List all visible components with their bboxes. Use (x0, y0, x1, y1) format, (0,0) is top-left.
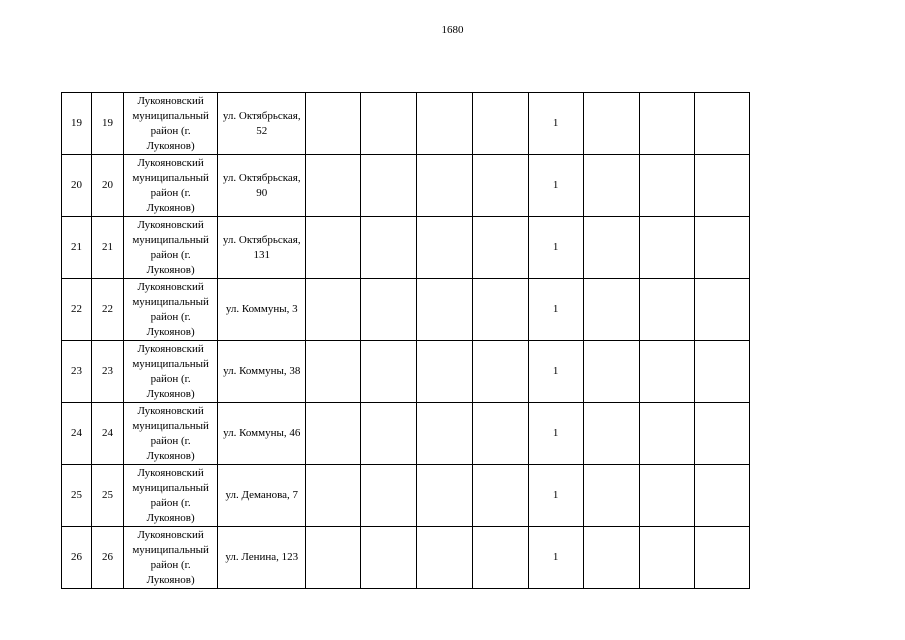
empty-cell (417, 341, 472, 403)
table-row (62, 527, 750, 589)
empty-cell (417, 279, 472, 341)
row-number-cell: 26 (62, 527, 92, 589)
row-number-cell: 24 (62, 403, 92, 465)
empty-cell (583, 155, 639, 217)
district-cell: Лукояновский муниципальный район (г. Лукоянов) (124, 341, 218, 403)
empty-cell (361, 341, 417, 403)
count-cell: 1 (528, 341, 583, 403)
empty-cell (583, 279, 639, 341)
table-row (62, 155, 750, 217)
empty-cell (472, 279, 528, 341)
address-cell: ул. Ленина, 123 (218, 527, 306, 589)
district-cell: Лукояновский муниципальный район (г. Лукоянов) (124, 155, 218, 217)
row-index-cell: 21 (92, 217, 124, 279)
empty-cell (472, 155, 528, 217)
empty-cell (639, 465, 694, 527)
empty-cell (694, 341, 749, 403)
row-index-cell: 24 (92, 403, 124, 465)
table-row (62, 279, 750, 341)
empty-cell (306, 279, 361, 341)
table-row (62, 465, 750, 527)
address-cell: ул. Коммуны, 38 (218, 341, 306, 403)
count-cell: 1 (528, 155, 583, 217)
empty-cell (694, 93, 749, 155)
empty-cell (694, 155, 749, 217)
empty-cell (417, 93, 472, 155)
row-number-cell: 20 (62, 155, 92, 217)
empty-cell (306, 93, 361, 155)
empty-cell (639, 527, 694, 589)
row-number-cell: 21 (62, 217, 92, 279)
address-cell: ул. Деманова, 7 (218, 465, 306, 527)
page-number: 1680 (441, 24, 464, 36)
table-row (62, 403, 750, 465)
row-number-cell: 25 (62, 465, 92, 527)
empty-cell (583, 465, 639, 527)
empty-cell (361, 279, 417, 341)
row-index-cell: 20 (92, 155, 124, 217)
empty-cell (472, 93, 528, 155)
empty-cell (361, 217, 417, 279)
empty-cell (472, 527, 528, 589)
table-row (62, 93, 750, 155)
empty-cell (694, 279, 749, 341)
count-cell: 1 (528, 527, 583, 589)
district-cell: Лукояновский муниципальный район (г. Лукоянов) (124, 403, 218, 465)
row-index-cell: 22 (92, 279, 124, 341)
count-cell: 1 (528, 403, 583, 465)
empty-cell (361, 403, 417, 465)
empty-cell (361, 465, 417, 527)
table-row (62, 217, 750, 279)
count-cell: 1 (528, 279, 583, 341)
empty-cell (694, 465, 749, 527)
empty-cell (361, 155, 417, 217)
empty-cell (694, 403, 749, 465)
row-index-cell: 19 (92, 93, 124, 155)
row-index-cell: 25 (92, 465, 124, 527)
empty-cell (361, 527, 417, 589)
row-index-cell: 26 (92, 527, 124, 589)
row-number-cell: 22 (62, 279, 92, 341)
empty-cell (639, 341, 694, 403)
empty-cell (694, 217, 749, 279)
address-cell: ул. Коммуны, 3 (218, 279, 306, 341)
empty-cell (417, 155, 472, 217)
empty-cell (639, 93, 694, 155)
empty-cell (306, 465, 361, 527)
empty-cell (472, 341, 528, 403)
empty-cell (306, 341, 361, 403)
empty-cell (583, 527, 639, 589)
row-index-cell: 23 (92, 341, 124, 403)
count-cell: 1 (528, 465, 583, 527)
district-cell: Лукояновский муниципальный район (г. Лукоянов) (124, 527, 218, 589)
empty-cell (472, 465, 528, 527)
empty-cell (639, 403, 694, 465)
district-cell: Лукояновский муниципальный район (г. Лукоянов) (124, 217, 218, 279)
empty-cell (583, 217, 639, 279)
empty-cell (306, 403, 361, 465)
empty-cell (694, 527, 749, 589)
empty-cell (306, 155, 361, 217)
empty-cell (472, 217, 528, 279)
empty-cell (639, 279, 694, 341)
empty-cell (583, 93, 639, 155)
empty-cell (417, 465, 472, 527)
empty-cell (472, 403, 528, 465)
district-cell: Лукояновский муниципальный район (г. Лукоянов) (124, 279, 218, 341)
empty-cell (306, 527, 361, 589)
count-cell: 1 (528, 217, 583, 279)
empty-cell (583, 403, 639, 465)
district-cell: Лукояновский муниципальный район (г. Лукоянов) (124, 465, 218, 527)
address-cell: ул. Октябрьская, 131 (218, 217, 306, 279)
table-row (62, 341, 750, 403)
empty-cell (417, 527, 472, 589)
address-cell: ул. Октябрьская, 90 (218, 155, 306, 217)
empty-cell (639, 217, 694, 279)
address-cell: ул. Октябрьская, 52 (218, 93, 306, 155)
empty-cell (583, 341, 639, 403)
empty-cell (417, 403, 472, 465)
district-cell: Лукояновский муниципальный район (г. Лукоянов) (124, 93, 218, 155)
count-cell: 1 (528, 93, 583, 155)
row-number-cell: 23 (62, 341, 92, 403)
address-cell: ул. Коммуны, 46 (218, 403, 306, 465)
registry-table (61, 92, 750, 589)
empty-cell (361, 93, 417, 155)
empty-cell (306, 217, 361, 279)
row-number-cell: 19 (62, 93, 92, 155)
empty-cell (639, 155, 694, 217)
empty-cell (417, 217, 472, 279)
